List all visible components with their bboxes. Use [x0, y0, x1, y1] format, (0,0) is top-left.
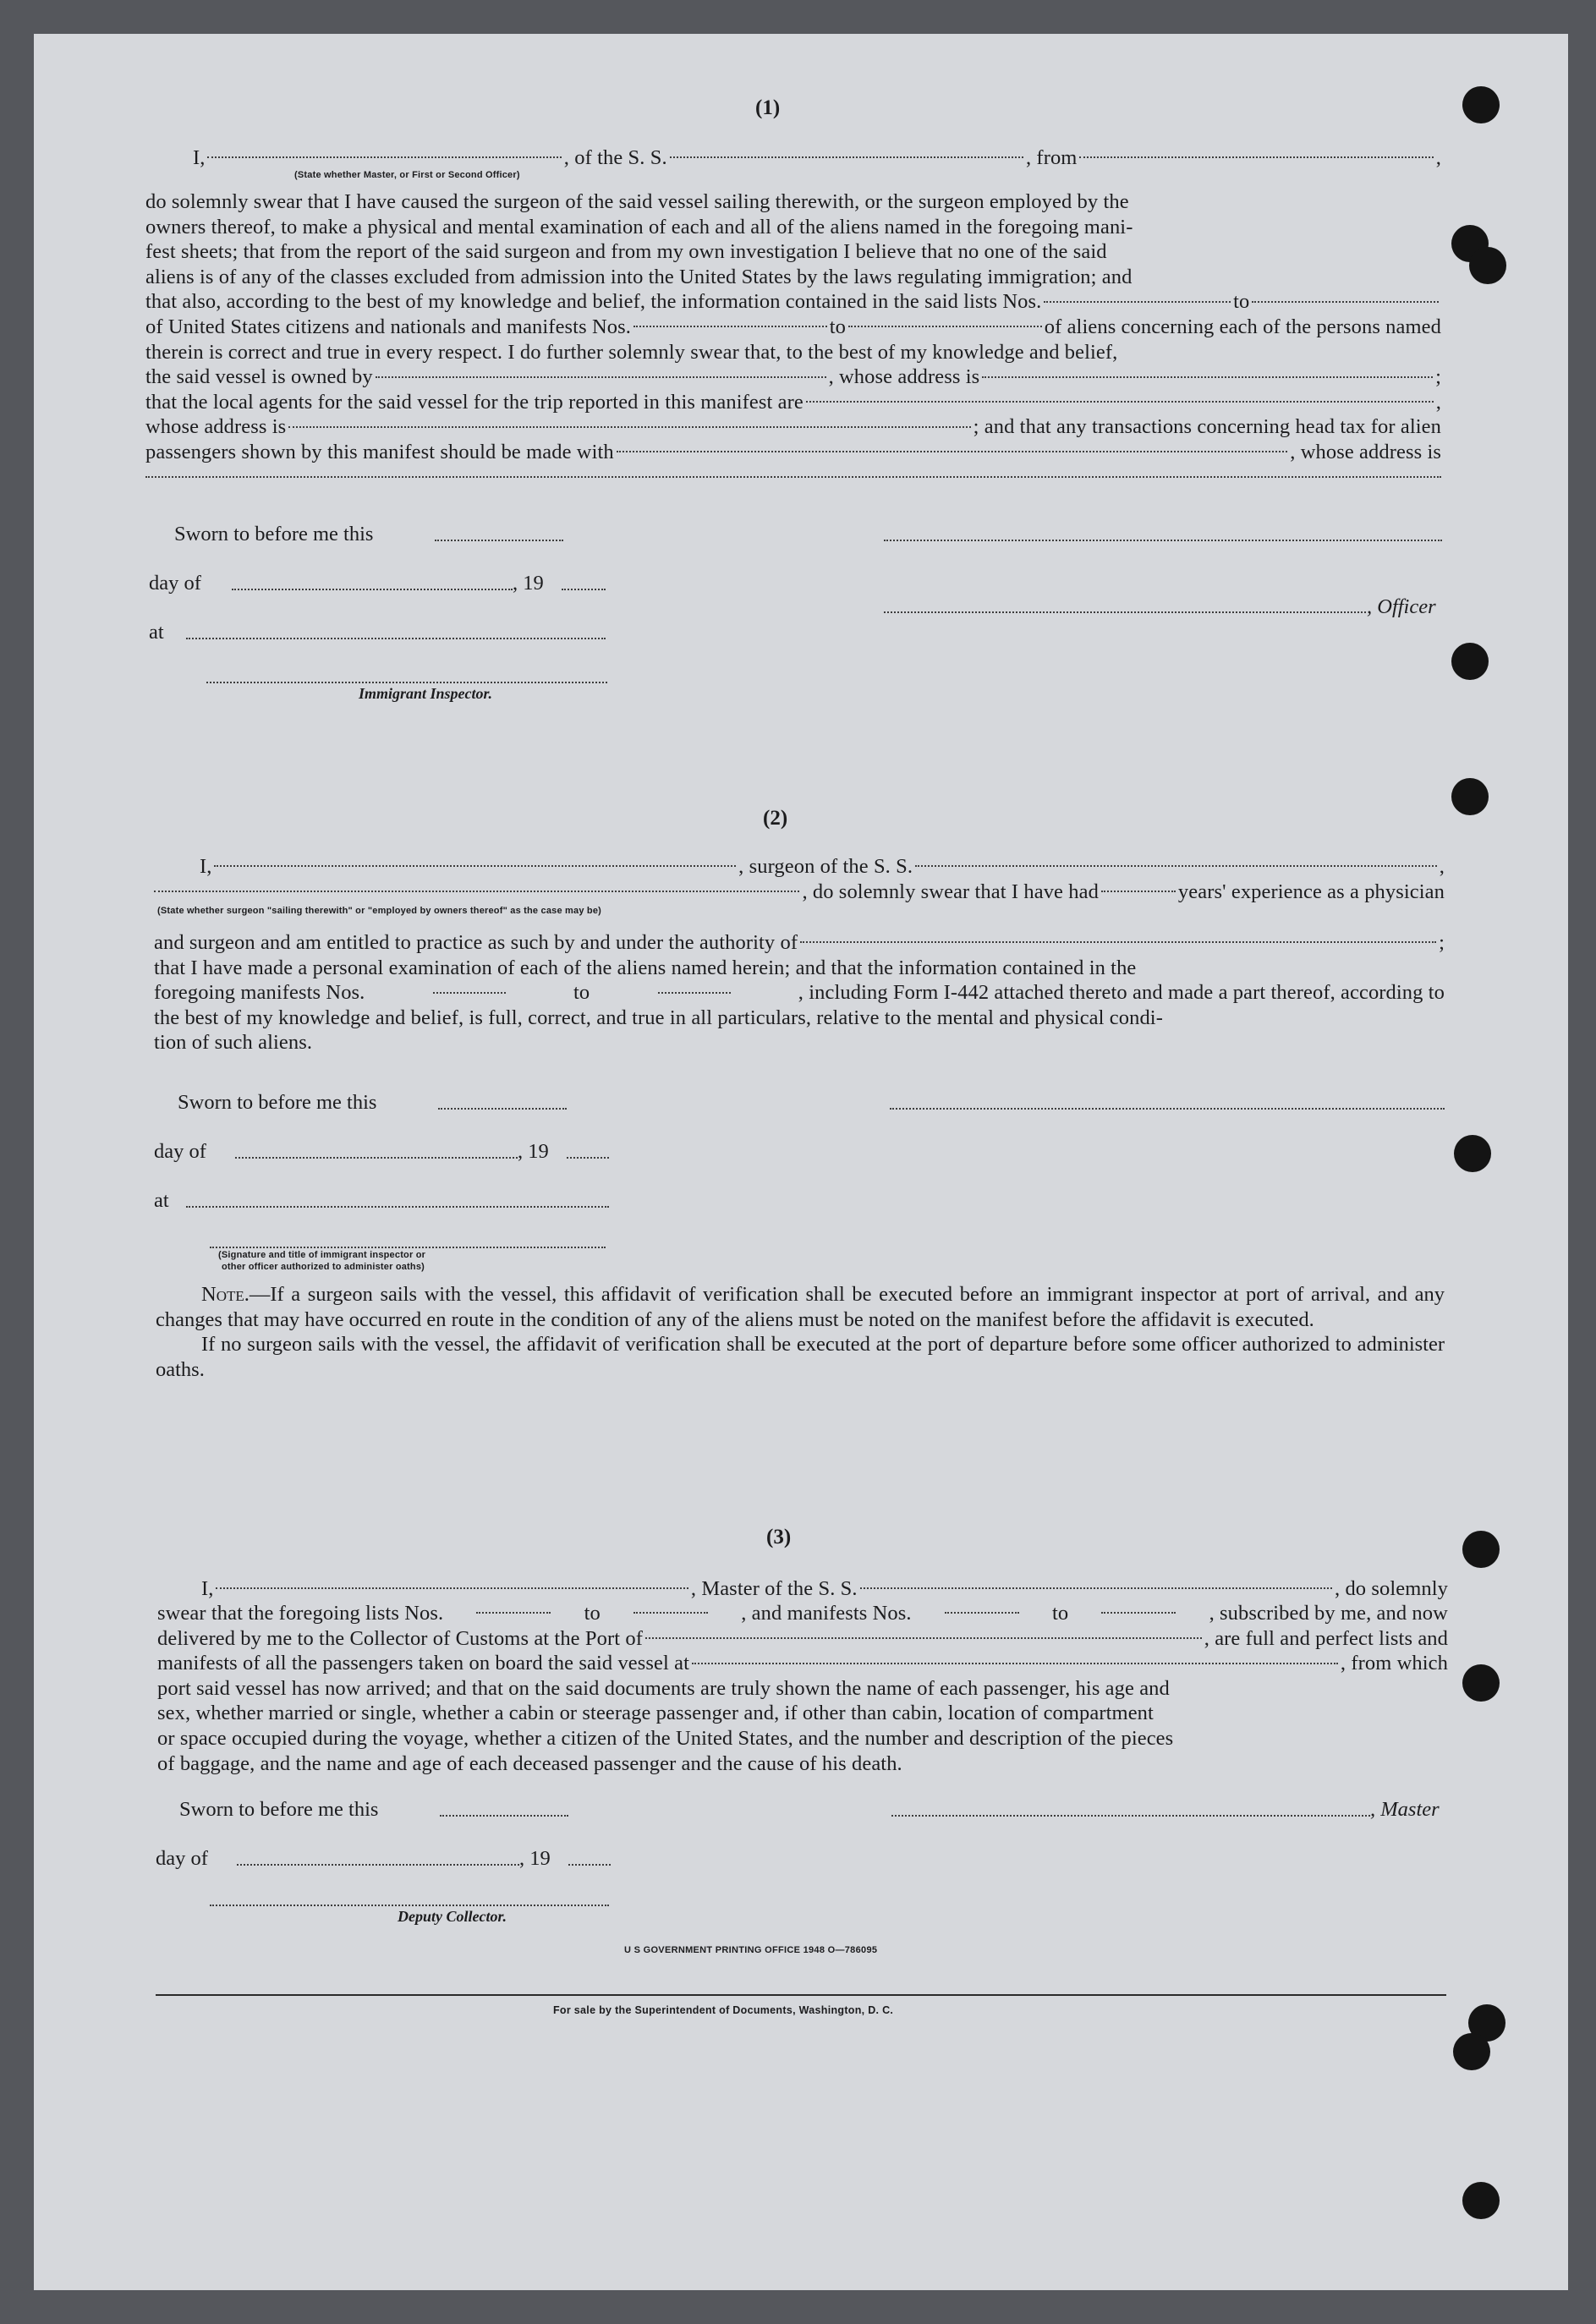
- lists-to-field[interactable]: [1252, 289, 1439, 302]
- field-caption: (State whether surgeon "sailing therewith" or "employed by owners thereof" as the case may be): [157, 906, 602, 916]
- place-field[interactable]: [186, 1206, 609, 1208]
- at-label: at: [154, 1189, 169, 1212]
- text: that the local agents for the said vessel for the trip reported in this manifest are: [145, 390, 803, 414]
- text: to: [573, 981, 590, 1005]
- section-1-heading-line: [193, 145, 1441, 171]
- vessel-name-field[interactable]: [670, 145, 1023, 158]
- year-label: , 19: [518, 1140, 549, 1163]
- day-of-label: day of: [156, 1847, 208, 1870]
- text: , from: [1025, 146, 1078, 169]
- section-number: (1): [755, 96, 781, 119]
- text: aliens is of any of the classes excluded from admission into the United States by the laws regulating immigration; and: [145, 265, 1133, 288]
- signature-caption: other officer authorized to administer oaths): [222, 1262, 425, 1272]
- text: ; and that any transactions concerning head tax for alien: [973, 415, 1441, 439]
- master-label: , Master: [1370, 1798, 1440, 1821]
- text: passengers shown by this manifest should be made with: [145, 440, 614, 463]
- sworn-label: Sworn to before me this: [178, 1091, 377, 1114]
- field-caption: (State whether Master, or First or Second Officer): [294, 170, 520, 180]
- day-of-label: day of: [149, 572, 201, 595]
- officer-name-field[interactable]: [207, 145, 561, 158]
- text: port said vessel has now arrived; and that on the said documents are truly shown the name of each passenger, his age and: [157, 1676, 1170, 1700]
- section-2-body: [154, 930, 1445, 1055]
- lists-from-field[interactable]: [476, 1601, 551, 1614]
- year-field[interactable]: [568, 1864, 611, 1866]
- text: , including Form I-442 attached thereto and made a part thereof, according to: [798, 981, 1445, 1005]
- text: foregoing manifests Nos.: [154, 981, 365, 1005]
- vessel-name-field[interactable]: [860, 1576, 1332, 1589]
- inspector-signature-field[interactable]: [206, 682, 607, 683]
- port-field[interactable]: [645, 1626, 1202, 1639]
- place-field[interactable]: [186, 638, 606, 639]
- note-label: Note.: [201, 1283, 250, 1306]
- sworn-label: Sworn to before me this: [174, 523, 374, 545]
- month-field[interactable]: [235, 1157, 518, 1159]
- text: and surgeon and am entitled to practice as such by and under the authority of: [154, 931, 798, 954]
- section-1-body: [145, 189, 1441, 478]
- surgeon-signature-field[interactable]: [890, 1108, 1445, 1110]
- practice-authority-field[interactable]: [800, 930, 1436, 943]
- text: , whose address is: [828, 365, 980, 389]
- binder-hole: [1462, 1531, 1500, 1568]
- text: the said vessel is owned by: [145, 365, 373, 389]
- owner-field[interactable]: [376, 364, 826, 377]
- officer-signature-field[interactable]: [884, 540, 1442, 541]
- binder-hole: [1462, 1664, 1500, 1702]
- form-page: [34, 34, 1568, 2290]
- text: delivered by me to the Collector of Customs at the Port of: [157, 1626, 643, 1650]
- text: fest sheets; that from the report of the said surgeon and from my own investigation I believe that no one of the said: [145, 240, 1107, 264]
- agents-address-field[interactable]: [288, 414, 970, 427]
- years-experience-field[interactable]: [1101, 880, 1176, 892]
- text: of aliens concerning each of the persons named: [1044, 315, 1441, 338]
- binder-hole: [1451, 643, 1489, 680]
- surgeon-name-field[interactable]: [214, 854, 736, 867]
- binder-hole: [1451, 778, 1489, 815]
- officer-label: , Officer: [1367, 595, 1436, 618]
- printing-office-line: U S GOVERNMENT PRINTING OFFICE 1948 O—786095: [624, 1945, 878, 1955]
- text: , surgeon of the S. S.: [738, 855, 913, 878]
- manifests-from-field[interactable]: [945, 1601, 1019, 1614]
- year-label: , 19: [519, 1847, 551, 1870]
- month-field[interactable]: [232, 589, 513, 590]
- manifests-to-field[interactable]: [848, 315, 1042, 327]
- text: of United States citizens and nationals and manifests Nos.: [145, 315, 631, 338]
- text: I,: [201, 1577, 214, 1600]
- text: that also, according to the best of my knowledge and belief, the information contained in the said lists Nos.: [145, 290, 1042, 314]
- at-label: at: [149, 621, 164, 644]
- lists-to-field[interactable]: [633, 1601, 708, 1614]
- text: ;: [1435, 365, 1442, 389]
- sale-notice: For sale by the Superintendent of Documents, Washington, D. C.: [553, 2004, 894, 2016]
- text: , subscribed by me, and now: [1209, 1602, 1448, 1625]
- text: that I have made a personal examination of each of the aliens named herein; and that the information contained in the: [154, 956, 1137, 979]
- text: ,: [1439, 855, 1445, 878]
- note-paragraph: [156, 1332, 1445, 1382]
- manifests-to-field[interactable]: [1101, 1601, 1176, 1614]
- text: ,: [1435, 146, 1442, 169]
- text: , Master of the S. S.: [690, 1577, 858, 1600]
- text: to: [1051, 1602, 1069, 1625]
- sworn-date-field[interactable]: [435, 540, 563, 541]
- master-name-field[interactable]: [216, 1576, 688, 1589]
- year-label: , 19: [513, 572, 544, 595]
- text: manifests of all the passengers taken on board the said vessel at: [157, 1652, 690, 1675]
- text: tion of such aliens.: [154, 1031, 313, 1055]
- sworn-date-field[interactable]: [440, 1815, 568, 1817]
- text: I,: [193, 146, 206, 169]
- section-3-body: [157, 1601, 1448, 1776]
- text: , do solemnly swear that I have had: [802, 880, 1099, 903]
- embarkation-port-field[interactable]: [692, 1651, 1338, 1664]
- text: , do solemnly: [1335, 1577, 1449, 1600]
- text: ,: [1435, 390, 1441, 414]
- text: or space occupied during the voyage, whether a citizen of the United States, and the number and description of the pieces: [157, 1726, 1174, 1750]
- text: therein is correct and true in every respect. I do further solemnly swear that, to the best of my knowledge and belief,: [145, 340, 1118, 364]
- year-field[interactable]: [562, 589, 606, 590]
- section-2-heading-line: [200, 854, 1445, 880]
- administering-officer-signature-field[interactable]: [210, 1247, 606, 1248]
- text: do solemnly swear that I have caused the surgeon of the said vessel sailing therewith, or the surgeon employed by the: [145, 190, 1129, 213]
- deputy-caption: Deputy Collector.: [398, 1908, 507, 1925]
- text: the best of my knowledge and belief, is full, correct, and true in all particulars, relative to the mental and physical condi-: [154, 1006, 1163, 1029]
- master-signature-field[interactable]: [891, 1815, 1370, 1817]
- text: swear that the foregoing lists Nos.: [157, 1602, 444, 1625]
- text: I,: [200, 855, 212, 878]
- text: whose address is: [145, 415, 287, 439]
- text: If no surgeon sails with the vessel, the affidavit of verification shall be executed at the port of departure before some officer authorized to administer oaths.: [156, 1333, 1445, 1381]
- text: owners thereof, to make a physical and mental examination of each and all of the aliens named in the foregoing mani-: [145, 215, 1133, 238]
- note-block: [156, 1282, 1445, 1382]
- section-number: (2): [763, 807, 788, 830]
- manifests-from-field[interactable]: [633, 315, 827, 327]
- section-3-heading-line: [201, 1576, 1448, 1602]
- head-tax-contact-field[interactable]: [617, 440, 1288, 452]
- lists-from-field[interactable]: [1044, 289, 1231, 302]
- month-field[interactable]: [237, 1864, 519, 1866]
- text: years' experience as a physician: [1177, 880, 1445, 903]
- text: to: [584, 1602, 601, 1625]
- binder-hole: [1454, 1135, 1491, 1172]
- text: —If a surgeon sails with the vessel, this affidavit of verification shall be executed before an immigrant inspector at port of arrival, and any changes that may have occurred en route in the condition of any of the aliens must be noted on the manifest before the affidavit is executed.: [156, 1283, 1445, 1331]
- sworn-label: Sworn to before me this: [179, 1798, 379, 1821]
- text: , and manifests Nos.: [741, 1602, 912, 1625]
- owner-address-field[interactable]: [982, 364, 1433, 377]
- text: to: [829, 315, 846, 338]
- text: ;: [1439, 931, 1445, 954]
- year-field[interactable]: [567, 1157, 609, 1159]
- text: , whose address is: [1290, 440, 1441, 463]
- section-number: (3): [766, 1526, 792, 1548]
- signature-caption: (Signature and title of immigrant inspector or: [218, 1250, 426, 1260]
- vessel-name-field[interactable]: [915, 854, 1437, 867]
- text: sex, whether married or single, whether a cabin or steerage passenger and, if other than cabin, location of compartment: [157, 1702, 1154, 1725]
- binder-hole: [1469, 247, 1506, 284]
- section-2-line-2: [154, 880, 1445, 905]
- note-paragraph: [156, 1282, 1445, 1332]
- local-agents-field[interactable]: [806, 390, 1434, 403]
- footer-rule: [156, 1994, 1446, 1996]
- binder-hole: [1453, 2033, 1490, 2070]
- text: of baggage, and the name and age of each deceased passenger and the cause of his death.: [157, 1751, 902, 1775]
- binder-hole: [1462, 86, 1500, 123]
- manifests-from-field[interactable]: [433, 980, 506, 993]
- head-tax-address-field[interactable]: [145, 465, 1441, 478]
- officer-title-field[interactable]: [884, 611, 1366, 613]
- deputy-signature-field[interactable]: [210, 1905, 609, 1906]
- text: to: [1233, 290, 1250, 314]
- day-of-label: day of: [154, 1140, 206, 1163]
- manifests-to-field[interactable]: [658, 980, 731, 993]
- text: , from which: [1340, 1652, 1448, 1675]
- text: , of the S. S.: [563, 146, 667, 169]
- inspector-caption: Immigrant Inspector.: [359, 685, 493, 702]
- departure-port-field[interactable]: [1079, 145, 1433, 158]
- text: , are full and perfect lists and: [1204, 1626, 1448, 1650]
- surgeon-type-field[interactable]: [154, 880, 799, 892]
- binder-hole: [1462, 2182, 1500, 2219]
- sworn-date-field[interactable]: [438, 1108, 567, 1110]
